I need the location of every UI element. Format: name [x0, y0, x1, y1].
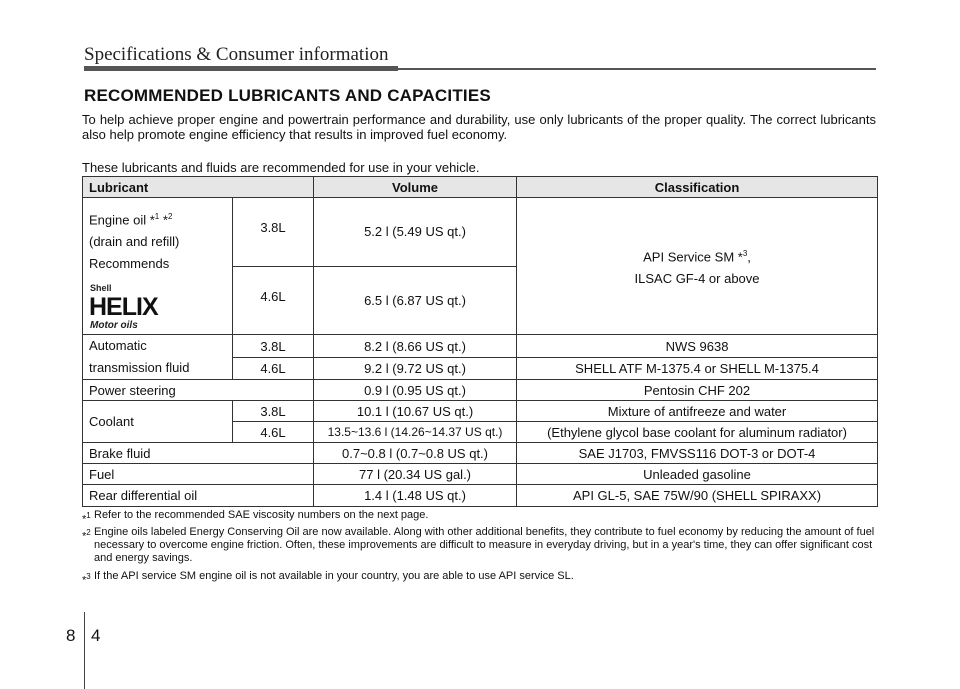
engine-oil-drain: (drain and refill) — [89, 234, 180, 250]
fuel-label: Fuel — [83, 464, 314, 485]
power-steering-class: Pentosin CHF 202 — [517, 380, 878, 401]
page-number: 4 — [91, 626, 101, 645]
header-volume: Volume — [314, 177, 517, 198]
coolant-volume-38: 10.1 l (10.67 US qt.) — [314, 401, 517, 422]
atf-engine-46: 4.6L — [233, 357, 314, 380]
svg-text:Motor oils: Motor oils — [90, 320, 138, 332]
engine-oil-engine-46: 4.6L — [233, 266, 314, 335]
page-number-divider — [84, 612, 85, 689]
lubricants-table — [82, 176, 878, 507]
table-row — [83, 485, 878, 507]
engine-oil-volume-38: 5.2 l (5.49 US qt.) — [314, 198, 517, 267]
brake-fluid-class: SAE J1703, FMVSS116 DOT-3 or DOT-4 — [517, 443, 878, 464]
brake-fluid-volume: 0.7~0.8 l (0.7~0.8 US qt.) — [314, 443, 517, 464]
brake-fluid-label: Brake fluid — [83, 443, 314, 464]
coolant-class-38: Mixture of antifreeze and water — [517, 401, 878, 422]
power-steering-volume: 0.9 l (0.95 US qt.) — [314, 380, 517, 401]
engine-oil-label: Engine oil *$^1$ *$^2$ — [89, 212, 173, 228]
coolant-label: Coolant — [83, 401, 233, 443]
power-steering-label: Power steering — [83, 380, 314, 401]
atf-engine-38: 3.8L — [233, 335, 314, 358]
running-header: Specifications & Consumer information — [84, 44, 389, 65]
engine-oil-engine-38: 3.8L — [233, 198, 314, 267]
atf-label-cell: Automatic transmission fluid — [83, 335, 233, 380]
rear-diff-class: API GL-5, SAE 75W/90 (SHELL SPIRAXX) — [517, 485, 878, 507]
atf-volume-46: 9.2 l (9.72 US qt.) — [314, 357, 517, 380]
header-lubricant: Lubricant — [83, 177, 314, 198]
table-row — [83, 335, 878, 358]
table-row — [83, 464, 878, 485]
fuel-class: Unleaded gasoline — [517, 464, 878, 485]
table-row — [83, 198, 878, 267]
footnote-1: *$^1$ Refer to the recommended SAE viscosity numbers on the next page. — [82, 509, 429, 526]
intro-paragraph: To help achieve proper engine and powertrain performance and durability, use only lubricants of the proper quality. The correct lubricants also help promote engine efficiency that results in improved fuel economy. — [82, 112, 876, 142]
footnote-3: *$^3$ If the API service SM engine oil is not available in your country, you are able to use API service SL. — [82, 570, 574, 587]
table-row — [83, 380, 878, 401]
engine-oil-volume-46: 6.5 l (6.87 US qt.) — [314, 266, 517, 335]
fuel-volume: 77 l (20.34 US gal.) — [314, 464, 517, 485]
header-rule-thick — [84, 66, 398, 71]
engine-oil-recommends: Recommends — [89, 256, 170, 272]
chapter-number: 8 — [66, 626, 76, 645]
coolant-volume-46: 13.5~13.6 l (14.26~14.37 US qt.) — [314, 422, 517, 443]
coolant-engine-46: 4.6L — [233, 422, 314, 443]
coolant-engine-38: 3.8L — [233, 401, 314, 422]
footnote-2: *$^2$ Engine oils labeled Energy Conserving Oil are now available. Along with other additional benefits, they contribute to fuel economy by reducing the amount of fuel necessary to overcome engine friction. Often, these improvements are difficult to measure in everyday driving, but in a year's time, they can offer significant cost and energy savings. — [82, 526, 875, 564]
atf-class-46: SHELL ATF M-1375.4 or SHELL M-1375.4 — [517, 357, 878, 380]
atf-volume-38: 8.2 l (8.66 US qt.) — [314, 335, 517, 358]
rear-diff-volume: 1.4 l (1.48 US qt.) — [314, 485, 517, 507]
intro-sentence: These lubricants and fluids are recommended for use in your vehicle. — [82, 160, 480, 175]
section-title: RECOMMENDED LUBRICANTS AND CAPACITIES — [84, 86, 491, 105]
coolant-class-46: (Ethylene glycol base coolant for aluminum radiator) — [517, 422, 878, 443]
rear-diff-label: Rear differential oil — [83, 485, 314, 507]
atf-class-38: NWS 9638 — [517, 335, 878, 358]
engine-oil-cell — [83, 198, 233, 335]
svg-text:HELIX: HELIX — [89, 293, 158, 322]
header-classification: Classification — [517, 177, 878, 198]
engine-oil-classification: API Service SM *$^3$, ILSAC GF-4 or above — [517, 198, 878, 335]
table-row — [83, 443, 878, 464]
table-header-row — [83, 177, 878, 198]
shell-helix-logo — [89, 281, 189, 331]
table-row — [83, 401, 878, 422]
svg-text:Shell: Shell — [90, 283, 112, 294]
header-rule-thin — [398, 68, 876, 70]
